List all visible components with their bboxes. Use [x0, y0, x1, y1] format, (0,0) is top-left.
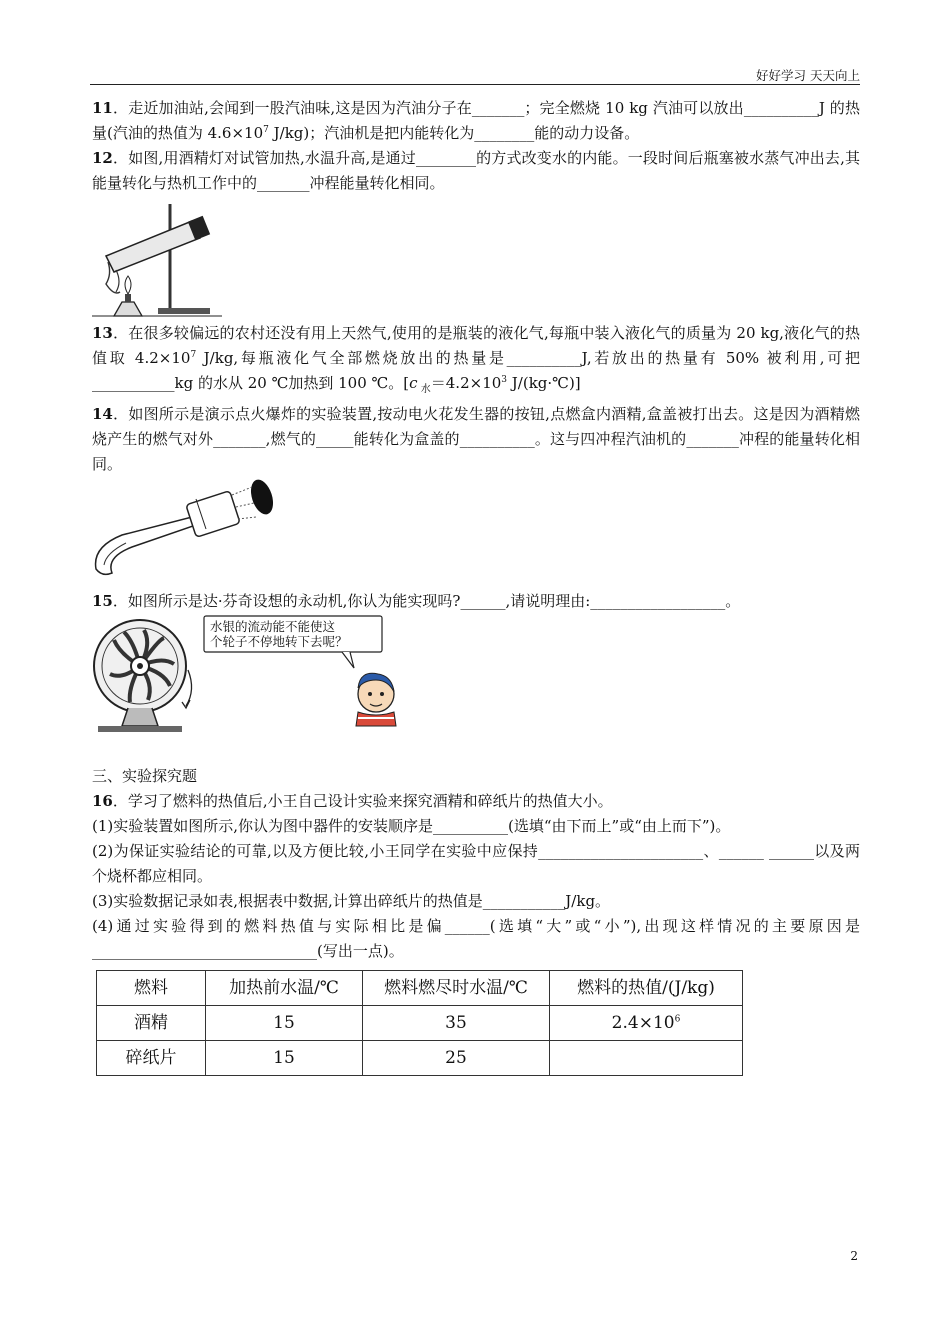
table-header-cell: 燃料燃尽时水温/℃ [363, 971, 550, 1006]
table-cell [550, 1041, 743, 1076]
spark-generator-illustration [92, 477, 292, 587]
question-16-part-4: (4)通过实验得到的燃料热值与实际相比是偏______(选填“大”或“小”),出现这样情况的主要原因是______________________________(写出一点)。 [92, 917, 860, 960]
question-number: 12 [92, 149, 113, 167]
speech-bubble: 水银的流动能不能使这 个轮子不停地转下去呢？ [210, 619, 348, 649]
table-cell: 15 [206, 1006, 363, 1041]
question-number: 11 [92, 99, 113, 117]
data-table [96, 970, 743, 1076]
question-16-part-1: (1)实验装置如图所示,你认为图中器件的安装顺序是__________(选填“由下而上”或“由上而下”)。 [92, 817, 731, 835]
figure-perpetual-motion [92, 614, 860, 764]
table-row [97, 1006, 743, 1041]
table-cell: 35 [363, 1006, 550, 1041]
table-cell: 15 [206, 1041, 363, 1076]
question-number: 16 [92, 792, 113, 810]
question-number: 13 [92, 324, 113, 342]
table-header-cell: 燃料的热值/(J/kg) [550, 971, 743, 1006]
section-title: 三、实验探究题 [92, 767, 198, 785]
table-header-row [97, 971, 743, 1006]
question-15: 15．如图所示是达·芬奇设想的永动机,你认为能实现吗?______,请说明理由:__________________。 [92, 592, 741, 610]
question-number: 14 [92, 405, 113, 423]
question-13: 13．在很多较偏远的农村还没有用上天然气,使用的是瓶装的液化气,每瓶中装入液化气的质量为 20 kg,液化气的热值取 $4.2\times 10^7$ J/kg,每瓶液化气全部燃烧放出的热量是__________J,若放出的热量有 50% 被利用,可把___________kg 的水从 20 ℃加热到 100 ℃。[c $_水=4.2\times 10^3$ J/(kg·℃)] [92, 324, 861, 395]
test-tube-illustration [92, 196, 232, 321]
header-text: 好好学习 天天向上 [756, 68, 860, 83]
page-content [92, 96, 860, 1076]
table-cell: 25 [363, 1041, 550, 1076]
table-header-cell: 燃料 [97, 971, 206, 1006]
question-16-part-2: (2)为保证实验结论的可靠,以及方便比较,小王同学在实验中应保持______________________、______ ______以及两个烧杯都应相同。 [92, 842, 860, 885]
table-cell: 酒精 [97, 1006, 206, 1041]
question-number: 15 [92, 592, 113, 610]
page-number: 2 [850, 1249, 858, 1263]
page-header [90, 64, 860, 85]
figure-test-tube-heating [92, 196, 860, 321]
table-cell: 碎纸片 [97, 1041, 206, 1076]
question-14: 14．如图所示是演示点火爆炸的实验装置,按动电火花发生器的按钮,点燃盒内酒精,盒盖被打出去。这是因为酒精燃烧产生的燃气对外_______,燃气的_____能转化为盒盖的__________。这与四冲程汽油机的_______冲程的能量转化相同。 [92, 405, 860, 473]
table-row [97, 1041, 743, 1076]
question-11: 11．走近加油站,会闻到一股汽油味,这是因为汽油分子在_______；完全燃烧 10 kg 汽油可以放出__________J 的热量(汽油的热值为 $4.6\times 10^7$ J/kg)；汽油机是把内能转化为________能的动力设备。 [92, 99, 860, 142]
table-header-cell: 加热前水温/℃ [206, 971, 363, 1006]
table-cell: $2.4\times 10^6$ [550, 1006, 743, 1041]
question-12: 12．如图,用酒精灯对试管加热,水温升高,是通过________的方式改变水的内能。一段时间后瓶塞被水蒸气冲出去,其能量转化与热机工作中的_______冲程能量转化相同。 [92, 149, 860, 192]
figure-spark-explosion [92, 477, 860, 589]
question-16-part-3: (3)实验数据记录如表,根据表中数据,计算出碎纸片的热值是___________J/kg。 [92, 892, 611, 910]
question-16: 16．学习了燃料的热值后,小王自己设计实验来探究酒精和碎纸片的热值大小。 [92, 792, 613, 810]
